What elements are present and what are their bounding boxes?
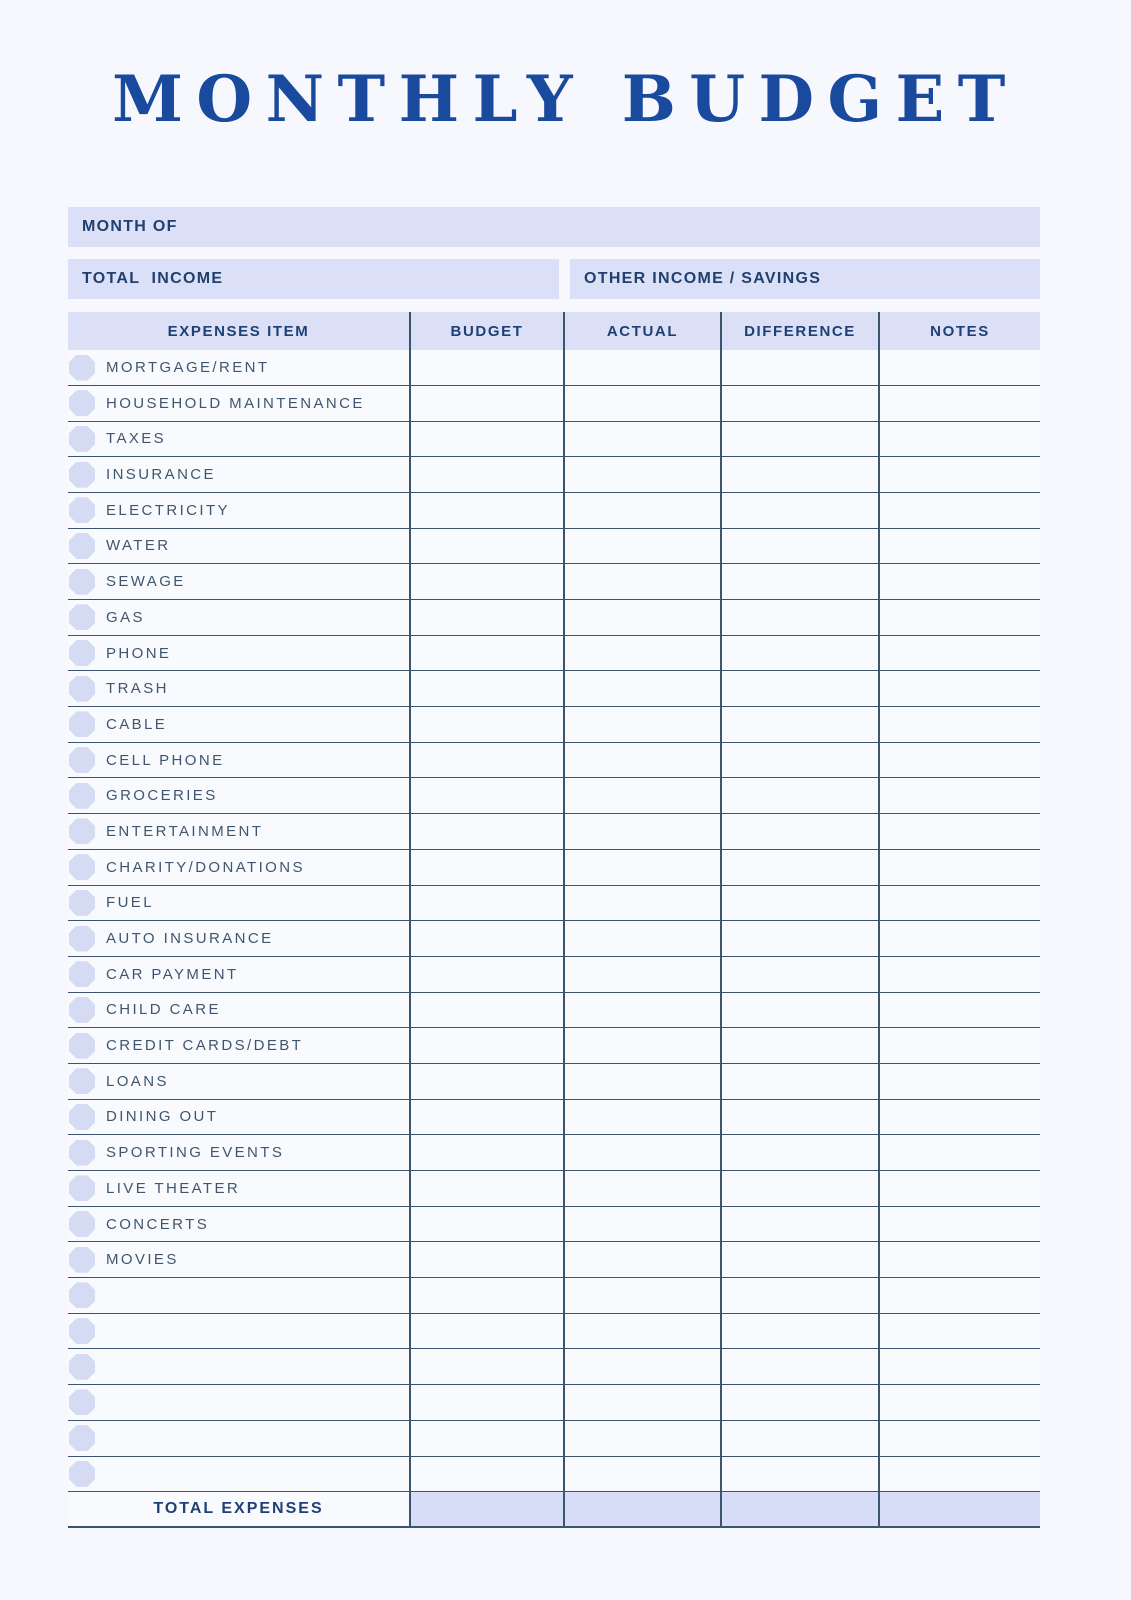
bullet-icon <box>69 1068 95 1094</box>
total-expenses-label-cell <box>68 1492 409 1526</box>
difference-cell[interactable] <box>720 1242 878 1277</box>
budget-cell[interactable] <box>409 1385 563 1420</box>
expense-item-label: LIVE THEATER <box>106 1179 241 1197</box>
table-row <box>68 850 1040 886</box>
bullet-icon <box>69 1104 95 1130</box>
bullet-icon <box>69 890 95 916</box>
expense-item-label: MOVIES <box>106 1251 179 1269</box>
actual-cell[interactable] <box>563 386 720 421</box>
budget-cell[interactable] <box>409 1171 563 1206</box>
actual-cell[interactable] <box>563 993 720 1028</box>
notes-cell[interactable] <box>878 600 1040 635</box>
notes-cell[interactable] <box>878 743 1040 778</box>
expense-item-label: CHILD CARE <box>106 1001 221 1019</box>
table-row <box>68 993 1040 1029</box>
table-row <box>68 1064 1040 1100</box>
table-row <box>68 814 1040 850</box>
difference-cell[interactable] <box>720 957 878 992</box>
expense-item-cell <box>68 350 409 385</box>
expense-item-cell <box>68 386 409 421</box>
bullet-icon <box>69 854 95 880</box>
difference-cell[interactable] <box>720 636 878 671</box>
bullet-icon <box>69 569 95 595</box>
bullet-icon <box>69 604 95 630</box>
header-budget: BUDGET <box>409 312 563 350</box>
difference-cell[interactable] <box>720 493 878 528</box>
expense-item-cell <box>68 457 409 492</box>
actual-cell[interactable] <box>563 1421 720 1456</box>
bullet-icon <box>69 711 95 737</box>
difference-cell[interactable] <box>720 1385 878 1420</box>
table-row <box>68 1314 1040 1350</box>
difference-cell[interactable] <box>720 1278 878 1313</box>
expense-item-label: HOUSEHOLD MAINTENANCE <box>106 394 365 412</box>
table-row <box>68 671 1040 707</box>
budget-cell[interactable] <box>409 1064 563 1099</box>
expense-item-cell <box>68 1314 409 1349</box>
budget-cell[interactable] <box>409 493 563 528</box>
expense-item-cell <box>68 1207 409 1242</box>
difference-cell[interactable] <box>720 1135 878 1170</box>
notes-cell[interactable] <box>878 457 1040 492</box>
actual-cell[interactable] <box>563 1349 720 1384</box>
header-difference: DIFFERENCE <box>720 312 878 350</box>
difference-cell[interactable] <box>720 921 878 956</box>
notes-cell[interactable] <box>878 1171 1040 1206</box>
expense-item-label: CONCERTS <box>106 1215 210 1233</box>
difference-cell[interactable] <box>720 1421 878 1456</box>
notes-cell[interactable] <box>878 671 1040 706</box>
page-title: MONTHLY BUDGET <box>112 62 1019 137</box>
bullet-icon <box>69 462 95 488</box>
notes-cell[interactable] <box>878 564 1040 599</box>
budget-cell[interactable] <box>409 850 563 885</box>
actual-cell[interactable] <box>563 707 720 742</box>
table-row <box>68 386 1040 422</box>
actual-cell[interactable] <box>563 850 720 885</box>
table-row <box>68 564 1040 600</box>
table-row <box>68 1028 1040 1064</box>
actual-cell[interactable] <box>563 814 720 849</box>
expense-item-cell <box>68 1421 409 1456</box>
difference-cell[interactable] <box>720 778 878 813</box>
budget-cell[interactable] <box>409 1421 563 1456</box>
expense-item-label: CABLE <box>106 715 168 733</box>
expense-item-cell <box>68 886 409 921</box>
budget-cell[interactable] <box>409 993 563 1028</box>
bullet-icon <box>69 1282 95 1308</box>
table-header-row <box>68 312 1040 350</box>
bullet-icon <box>69 818 95 844</box>
difference-cell[interactable] <box>720 814 878 849</box>
actual-cell[interactable] <box>563 422 720 457</box>
expense-item-cell <box>68 1242 409 1277</box>
difference-cell[interactable] <box>720 350 878 385</box>
table-row <box>68 1421 1040 1457</box>
actual-cell[interactable] <box>563 1207 720 1242</box>
budget-cell[interactable] <box>409 707 563 742</box>
budget-cell[interactable] <box>409 1278 563 1313</box>
budget-cell[interactable] <box>409 636 563 671</box>
header-expenses-item: EXPENSES ITEM <box>167 322 310 340</box>
difference-cell[interactable] <box>720 850 878 885</box>
other-income-savings-field[interactable] <box>570 259 1040 299</box>
notes-cell[interactable] <box>878 1100 1040 1135</box>
budget-cell[interactable] <box>409 564 563 599</box>
expense-item-label: FUEL <box>106 894 154 912</box>
table-row <box>68 1207 1040 1243</box>
actual-cell[interactable] <box>563 350 720 385</box>
actual-cell[interactable] <box>563 1242 720 1277</box>
difference-cell[interactable] <box>720 671 878 706</box>
actual-cell[interactable] <box>563 778 720 813</box>
budget-cell[interactable] <box>409 529 563 564</box>
budget-cell[interactable] <box>409 957 563 992</box>
expense-item-label: AUTO INSURANCE <box>106 930 274 948</box>
notes-cell[interactable] <box>878 529 1040 564</box>
difference-cell[interactable] <box>720 457 878 492</box>
bullet-icon <box>69 783 95 809</box>
table-row <box>68 1242 1040 1278</box>
notes-cell[interactable] <box>878 1028 1040 1063</box>
expense-item-cell <box>68 671 409 706</box>
notes-cell[interactable] <box>878 1421 1040 1456</box>
actual-cell[interactable] <box>563 564 720 599</box>
bullet-icon <box>69 676 95 702</box>
expense-item-cell <box>68 636 409 671</box>
expense-item-cell <box>68 1028 409 1063</box>
budget-cell[interactable] <box>409 1242 563 1277</box>
difference-cell[interactable] <box>720 600 878 635</box>
bullet-icon <box>69 1033 95 1059</box>
month-of-label: MONTH OF <box>82 218 178 236</box>
bullet-icon <box>69 747 95 773</box>
expense-item-label: ENTERTAINMENT <box>106 822 264 840</box>
bullet-icon <box>69 1354 95 1380</box>
budget-cell[interactable] <box>409 921 563 956</box>
bullet-icon <box>69 533 95 559</box>
table-row <box>68 636 1040 672</box>
difference-cell[interactable] <box>720 386 878 421</box>
total-expenses-label: TOTAL EXPENSES <box>153 1500 324 1518</box>
table-row <box>68 778 1040 814</box>
difference-cell[interactable] <box>720 743 878 778</box>
notes-cell[interactable] <box>878 386 1040 421</box>
bullet-icon <box>69 1461 95 1487</box>
expense-item-label: CAR PAYMENT <box>106 965 239 983</box>
budget-cell[interactable] <box>409 386 563 421</box>
table-row <box>68 1135 1040 1171</box>
expense-item-cell <box>68 1171 409 1206</box>
expense-item-cell <box>68 778 409 813</box>
notes-cell[interactable] <box>878 1064 1040 1099</box>
table-row <box>68 1100 1040 1136</box>
notes-cell[interactable] <box>878 1385 1040 1420</box>
income-row <box>68 259 1040 299</box>
expense-item-cell <box>68 993 409 1028</box>
notes-cell[interactable] <box>878 1135 1040 1170</box>
actual-cell[interactable] <box>563 1064 720 1099</box>
bullet-icon <box>69 426 95 452</box>
difference-cell[interactable] <box>720 1171 878 1206</box>
bullet-icon <box>69 1389 95 1415</box>
actual-cell[interactable] <box>563 671 720 706</box>
budget-cell[interactable] <box>409 778 563 813</box>
difference-cell[interactable] <box>720 1028 878 1063</box>
bullet-icon <box>69 1175 95 1201</box>
table-row <box>68 457 1040 493</box>
total-notes-cell[interactable] <box>878 1492 1040 1526</box>
bullet-icon <box>69 355 95 381</box>
expense-item-cell <box>68 743 409 778</box>
bullet-icon <box>69 390 95 416</box>
expense-item-cell <box>68 529 409 564</box>
budget-cell[interactable] <box>409 1135 563 1170</box>
notes-cell[interactable] <box>878 1242 1040 1277</box>
difference-cell[interactable] <box>720 993 878 1028</box>
expense-item-label: SPORTING EVENTS <box>106 1144 285 1162</box>
budget-cell[interactable] <box>409 600 563 635</box>
expense-item-cell <box>68 921 409 956</box>
actual-cell[interactable] <box>563 743 720 778</box>
bullet-icon <box>69 1318 95 1344</box>
expense-item-label: LOANS <box>106 1072 169 1090</box>
expense-item-label: GAS <box>106 608 145 626</box>
table-row <box>68 921 1040 957</box>
bullet-icon <box>69 997 95 1023</box>
expense-item-label: WATER <box>106 537 171 555</box>
notes-cell[interactable] <box>878 886 1040 921</box>
budget-cell[interactable] <box>409 350 563 385</box>
table-row <box>68 957 1040 993</box>
expense-item-cell <box>68 707 409 742</box>
budget-cell[interactable] <box>409 814 563 849</box>
expenses-table <box>68 312 1040 1528</box>
bullet-icon <box>69 926 95 952</box>
expense-item-label: MORTGAGE/RENT <box>106 359 270 377</box>
expense-item-label: CHARITY/DONATIONS <box>106 858 305 876</box>
notes-cell[interactable] <box>878 350 1040 385</box>
expense-item-cell <box>68 1278 409 1313</box>
notes-cell[interactable] <box>878 493 1040 528</box>
table-row <box>68 529 1040 565</box>
notes-cell[interactable] <box>878 1457 1040 1492</box>
actual-cell[interactable] <box>563 457 720 492</box>
table-row <box>68 422 1040 458</box>
actual-cell[interactable] <box>563 493 720 528</box>
actual-cell[interactable] <box>563 529 720 564</box>
expense-item-label: CREDIT CARDS/DEBT <box>106 1037 304 1055</box>
actual-cell[interactable] <box>563 886 720 921</box>
notes-cell[interactable] <box>878 921 1040 956</box>
expense-item-cell <box>68 1135 409 1170</box>
budget-cell[interactable] <box>409 743 563 778</box>
table-row <box>68 600 1040 636</box>
table-row <box>68 707 1040 743</box>
bullet-icon <box>69 497 95 523</box>
budget-cell[interactable] <box>409 422 563 457</box>
budget-cell[interactable] <box>409 1100 563 1135</box>
budget-cell[interactable] <box>409 1349 563 1384</box>
expense-item-label: TAXES <box>106 430 167 448</box>
actual-cell[interactable] <box>563 1457 720 1492</box>
notes-cell[interactable] <box>878 1278 1040 1313</box>
difference-cell[interactable] <box>720 529 878 564</box>
notes-cell[interactable] <box>878 636 1040 671</box>
other-income-savings-label: OTHER INCOME / SAVINGS <box>584 270 822 288</box>
table-row <box>68 1171 1040 1207</box>
difference-cell[interactable] <box>720 1207 878 1242</box>
table-body <box>68 350 1040 1492</box>
difference-cell[interactable] <box>720 1100 878 1135</box>
expense-item-cell <box>68 1457 409 1492</box>
bullet-icon <box>69 1425 95 1451</box>
expense-item-cell <box>68 600 409 635</box>
bullet-icon <box>69 1140 95 1166</box>
table-row <box>68 1457 1040 1493</box>
actual-cell[interactable] <box>563 600 720 635</box>
table-row <box>68 886 1040 922</box>
table-row <box>68 493 1040 529</box>
expense-item-cell <box>68 1385 409 1420</box>
expense-item-cell <box>68 493 409 528</box>
difference-cell[interactable] <box>720 1064 878 1099</box>
total-income-field[interactable] <box>68 259 559 299</box>
budget-cell[interactable] <box>409 1028 563 1063</box>
total-actual-cell[interactable] <box>563 1492 720 1526</box>
actual-cell[interactable] <box>563 1314 720 1349</box>
notes-cell[interactable] <box>878 422 1040 457</box>
notes-cell[interactable] <box>878 707 1040 742</box>
expense-item-label: TRASH <box>106 680 169 698</box>
month-of-field[interactable] <box>68 207 1040 247</box>
notes-cell[interactable] <box>878 778 1040 813</box>
actual-cell[interactable] <box>563 1171 720 1206</box>
bullet-icon <box>69 1211 95 1237</box>
notes-cell[interactable] <box>878 1207 1040 1242</box>
budget-cell[interactable] <box>409 1457 563 1492</box>
difference-cell[interactable] <box>720 422 878 457</box>
table-row <box>68 1278 1040 1314</box>
expense-item-cell <box>68 422 409 457</box>
budget-cell[interactable] <box>409 457 563 492</box>
difference-cell[interactable] <box>720 707 878 742</box>
notes-cell[interactable] <box>878 1349 1040 1384</box>
notes-cell[interactable] <box>878 957 1040 992</box>
expense-item-label: PHONE <box>106 644 172 662</box>
expense-item-cell <box>68 1100 409 1135</box>
expense-item-cell <box>68 957 409 992</box>
actual-cell[interactable] <box>563 957 720 992</box>
expense-item-label: DINING OUT <box>106 1108 219 1126</box>
difference-cell[interactable] <box>720 1457 878 1492</box>
expense-item-label: SEWAGE <box>106 573 186 591</box>
difference-cell[interactable] <box>720 564 878 599</box>
expense-item-cell <box>68 1064 409 1099</box>
notes-cell[interactable] <box>878 1314 1040 1349</box>
bullet-icon <box>69 961 95 987</box>
actual-cell[interactable] <box>563 1100 720 1135</box>
budget-cell[interactable] <box>409 1207 563 1242</box>
expense-item-cell <box>68 1349 409 1384</box>
actual-cell[interactable] <box>563 1028 720 1063</box>
bullet-icon <box>69 1247 95 1273</box>
expense-item-cell <box>68 814 409 849</box>
expense-item-cell <box>68 564 409 599</box>
table-row <box>68 350 1040 386</box>
total-difference-cell[interactable] <box>720 1492 878 1526</box>
header-actual: ACTUAL <box>563 312 720 350</box>
expense-item-label: GROCERIES <box>106 787 218 805</box>
actual-cell[interactable] <box>563 1278 720 1313</box>
budget-cell[interactable] <box>409 886 563 921</box>
notes-cell[interactable] <box>878 850 1040 885</box>
actual-cell[interactable] <box>563 921 720 956</box>
total-expenses-row <box>68 1492 1040 1528</box>
difference-cell[interactable] <box>720 886 878 921</box>
notes-cell[interactable] <box>878 993 1040 1028</box>
budget-cell[interactable] <box>409 1314 563 1349</box>
total-income-label: TOTAL INCOME <box>82 270 224 288</box>
bullet-icon <box>69 640 95 666</box>
expense-item-cell <box>68 850 409 885</box>
total-budget-cell[interactable] <box>409 1492 563 1526</box>
notes-cell[interactable] <box>878 814 1040 849</box>
budget-cell[interactable] <box>409 671 563 706</box>
actual-cell[interactable] <box>563 1135 720 1170</box>
header-notes: NOTES <box>878 312 1040 350</box>
actual-cell[interactable] <box>563 636 720 671</box>
expense-item-label: INSURANCE <box>106 466 216 484</box>
table-row <box>68 743 1040 779</box>
expense-item-label: ELECTRICITY <box>106 501 230 519</box>
difference-cell[interactable] <box>720 1349 878 1384</box>
difference-cell[interactable] <box>720 1314 878 1349</box>
actual-cell[interactable] <box>563 1385 720 1420</box>
table-row <box>68 1349 1040 1385</box>
table-row <box>68 1385 1040 1421</box>
expense-item-label: CELL PHONE <box>106 751 225 769</box>
